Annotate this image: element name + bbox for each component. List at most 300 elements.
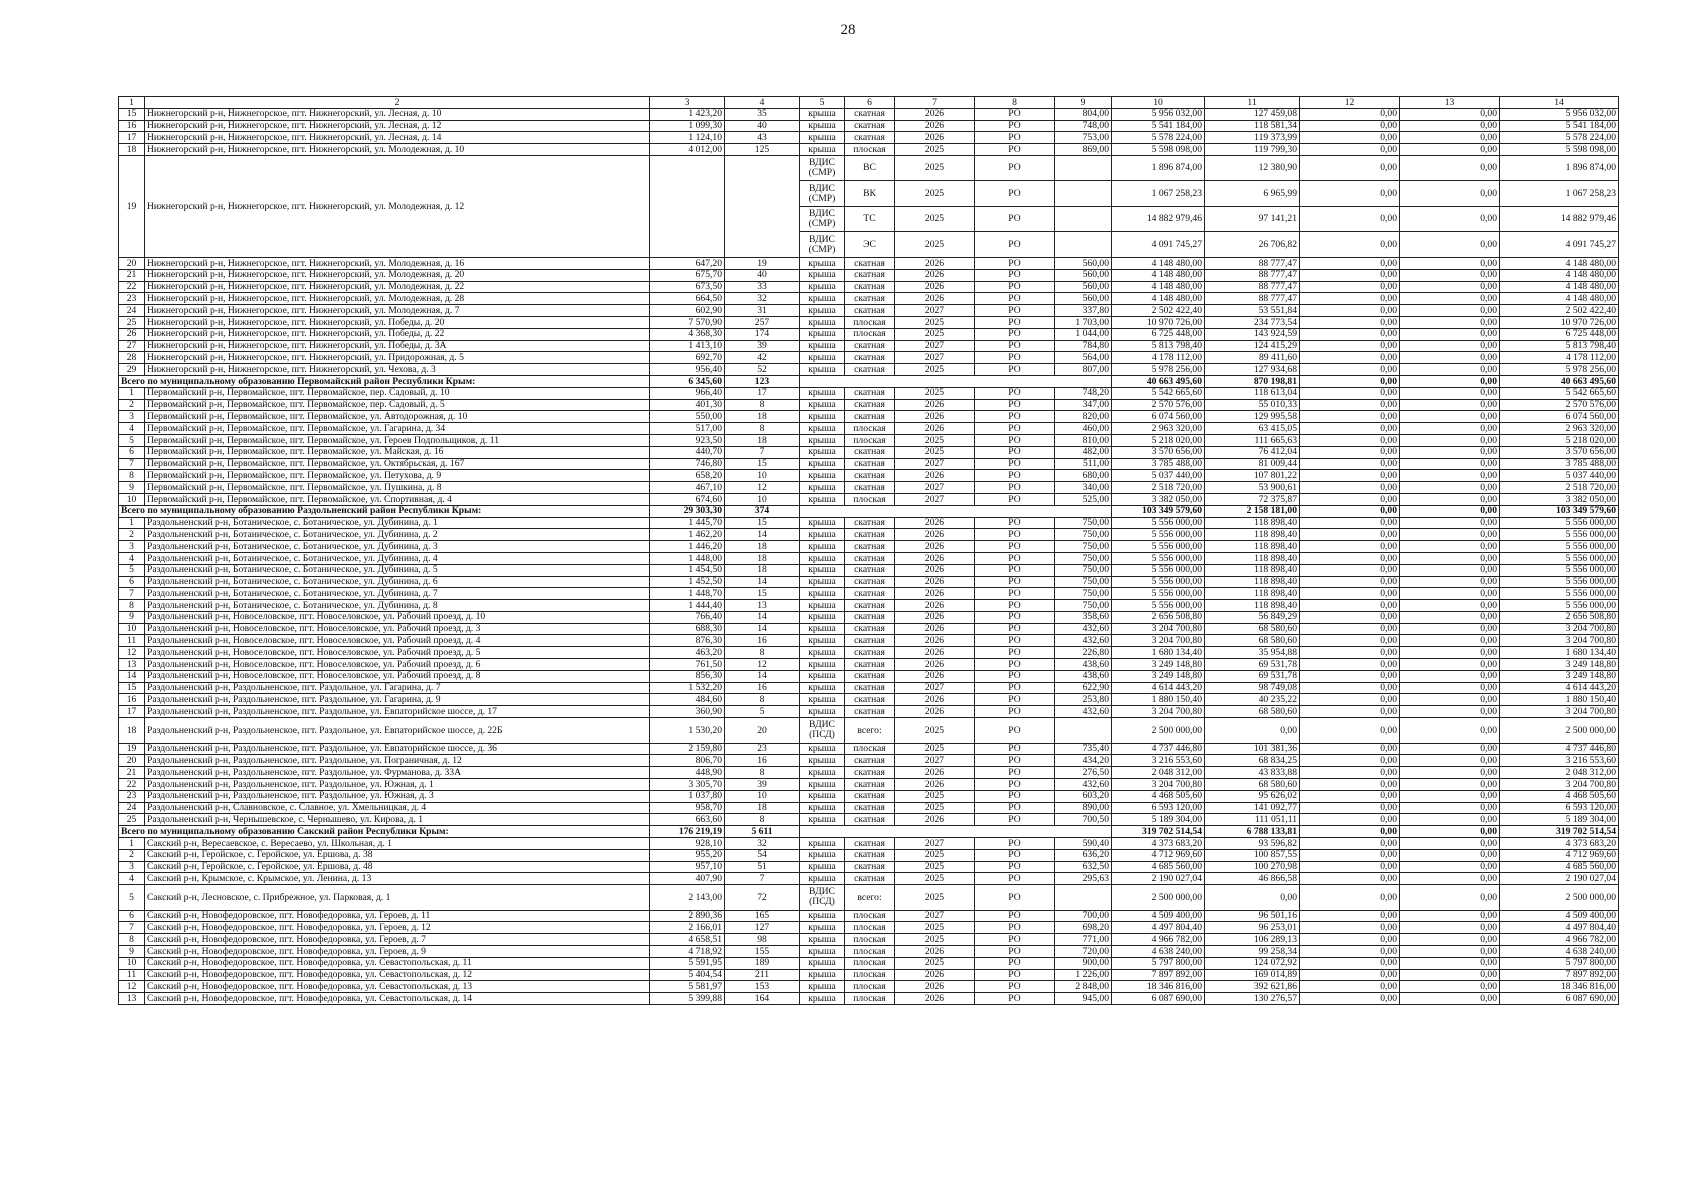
table-cell: 6 965,99: [1205, 181, 1300, 207]
table-cell: 155: [725, 946, 800, 958]
table-cell: 226,80: [1055, 647, 1112, 659]
table-cell: 111 665,63: [1205, 434, 1300, 446]
table-row: [119, 790, 1619, 802]
table-cell: РО: [975, 934, 1055, 946]
table-cell: 1 037,80: [650, 790, 725, 802]
table-cell: 123: [725, 375, 800, 387]
table-cell: РО: [975, 552, 1055, 564]
table-cell: 0,00: [1300, 706, 1400, 718]
table-cell: РО: [975, 718, 1055, 744]
table-cell: 18: [725, 802, 800, 814]
table-cell: 0,00: [1400, 659, 1500, 671]
table-cell: 3 216 553,60: [1500, 755, 1619, 767]
table-cell: 440,70: [650, 446, 725, 458]
table-row: [119, 957, 1619, 969]
table-cell: 0,00: [1300, 659, 1400, 671]
table-cell: 3 249 148,80: [1500, 659, 1619, 671]
row-number: 4: [119, 873, 145, 885]
table-cell: 6 074 560,00: [1112, 411, 1205, 423]
table-row: [119, 399, 1619, 411]
table-cell: скатная: [845, 458, 895, 470]
table-cell: 6 087 690,00: [1112, 993, 1205, 1005]
table-row: [119, 387, 1619, 399]
table-cell: РО: [975, 743, 1055, 755]
table-cell: 2026: [895, 541, 975, 553]
table-cell: 5 556 000,00: [1500, 541, 1619, 553]
table-cell: 958,70: [650, 802, 725, 814]
row-number: 22: [119, 778, 145, 790]
total-row: [119, 826, 1619, 838]
table-row: [119, 623, 1619, 635]
table-cell: 257: [725, 316, 800, 328]
table-cell: 2025: [895, 743, 975, 755]
table-row: [119, 493, 1619, 505]
table-cell: 2026: [895, 946, 975, 958]
table-row: [119, 352, 1619, 364]
table-cell: 432,60: [1055, 706, 1112, 718]
table-cell: скатная: [845, 470, 895, 482]
table-cell: 2025: [895, 934, 975, 946]
table-cell: 18: [725, 411, 800, 423]
table-row: [119, 611, 1619, 623]
table-cell: 698,20: [1055, 922, 1112, 934]
table-cell: 3 249 148,80: [1112, 670, 1205, 682]
table-cell: крыша: [800, 458, 845, 470]
table-cell: 750,00: [1055, 541, 1112, 553]
table-cell: 0,00: [1300, 206, 1400, 232]
table-cell: 2026: [895, 814, 975, 826]
table-cell: 5 037 440,00: [1112, 470, 1205, 482]
table-cell: крыша: [800, 778, 845, 790]
table-cell: РО: [975, 411, 1055, 423]
table-cell: 95 626,02: [1205, 790, 1300, 802]
table-cell: РО: [975, 470, 1055, 482]
table-cell: 0,00: [1400, 755, 1500, 767]
table-cell: 2025: [895, 155, 975, 181]
table-cell: 164: [725, 993, 800, 1005]
table-cell: 0,00: [1400, 576, 1500, 588]
table-cell: 6 345,60: [650, 375, 725, 387]
table-cell: 2027: [895, 910, 975, 922]
table-cell: 2025: [895, 316, 975, 328]
table-cell: 0,00: [1400, 470, 1500, 482]
table-cell: крыша: [800, 352, 845, 364]
row-number: 7: [119, 588, 145, 600]
row-number: 13: [119, 659, 145, 671]
table-cell: РО: [975, 269, 1055, 281]
table-cell: [800, 826, 1112, 838]
table-body: [119, 97, 1619, 1005]
table-cell: 5 189 304,00: [1112, 814, 1205, 826]
table-cell: 0,00: [1300, 155, 1400, 181]
table-cell: 1 445,70: [650, 517, 725, 529]
row-number: 16: [119, 694, 145, 706]
table-cell: 463,20: [650, 647, 725, 659]
table-cell: 1 530,20: [650, 718, 725, 744]
row-number: 26: [119, 328, 145, 340]
table-cell: скатная: [845, 120, 895, 132]
table-cell: крыша: [800, 957, 845, 969]
table-cell: 0,00: [1300, 364, 1400, 376]
row-number: 17: [119, 132, 145, 144]
address-cell: Нижнегорский р-н, Нижнегорское, пгт. Нижнегорский, ул. Молодежная, д. 12: [145, 155, 650, 257]
table-cell: 10 970 726,00: [1112, 316, 1205, 328]
table-cell: 0,00: [1300, 399, 1400, 411]
table-cell: ВК: [845, 181, 895, 207]
table-cell: 622,90: [1055, 682, 1112, 694]
table-cell: крыша: [800, 132, 845, 144]
table-cell: 0,00: [1300, 946, 1400, 958]
table-cell: 72: [725, 885, 800, 911]
row-number: 23: [119, 293, 145, 305]
table-cell: 141 092,77: [1205, 802, 1300, 814]
table-cell: 118 898,40: [1205, 564, 1300, 576]
table-cell: 1 880 150,40: [1112, 694, 1205, 706]
table-cell: 564,00: [1055, 352, 1112, 364]
row-number: 24: [119, 802, 145, 814]
table-cell: скатная: [845, 849, 895, 861]
table-cell: 0,00: [1400, 611, 1500, 623]
table-cell: 98 749,08: [1205, 682, 1300, 694]
table-cell: крыша: [800, 993, 845, 1005]
table-cell: РО: [975, 969, 1055, 981]
table-cell: 0,00: [1300, 981, 1400, 993]
header-cell: 13: [1400, 97, 1500, 109]
table-cell: 0,00: [1400, 778, 1500, 790]
table-cell: 2 143,00: [650, 885, 725, 911]
address-cell: Раздольненский р-н, Ботаническое, с. Ботаническое, ул. Дубинина, д. 7: [145, 588, 650, 600]
table-cell: 0,00: [1400, 564, 1500, 576]
table-cell: 0,00: [1400, 706, 1500, 718]
table-cell: 5 541 184,00: [1112, 120, 1205, 132]
table-cell: 2 500 000,00: [1500, 718, 1619, 744]
header-cell: 9: [1055, 97, 1112, 109]
row-number: 3: [119, 861, 145, 873]
table-cell: крыша: [800, 861, 845, 873]
table-cell: 407,90: [650, 873, 725, 885]
table-cell: 16: [725, 755, 800, 767]
table-cell: скатная: [845, 802, 895, 814]
header-cell: 6: [845, 97, 895, 109]
table-cell: РО: [975, 120, 1055, 132]
table-cell: скатная: [845, 576, 895, 588]
table-cell: скатная: [845, 837, 895, 849]
address-cell: Раздольненский р-н, Новоселовское, пгт. Новоселовское, ул. Рабочий проезд, д. 5: [145, 647, 650, 659]
table-cell: крыша: [800, 493, 845, 505]
header-cell: 10: [1112, 97, 1205, 109]
table-cell: 2026: [895, 108, 975, 120]
table-cell: 7 570,90: [650, 316, 725, 328]
table-row: [119, 541, 1619, 553]
table-cell: 0,00: [1300, 837, 1400, 849]
table-cell: 29 303,30: [650, 505, 725, 517]
table-cell: 127: [725, 922, 800, 934]
table-cell: 374: [725, 505, 800, 517]
table-cell: скатная: [845, 364, 895, 376]
table-cell: 2026: [895, 269, 975, 281]
row-number: 6: [119, 446, 145, 458]
table-cell: 337,80: [1055, 305, 1112, 317]
table-cell: 0,00: [1300, 316, 1400, 328]
table-cell: 12: [725, 482, 800, 494]
table-cell: 0,00: [1300, 778, 1400, 790]
table-cell: РО: [975, 778, 1055, 790]
table-cell: РО: [975, 144, 1055, 156]
table-cell: 101 381,36: [1205, 743, 1300, 755]
table-cell: 890,00: [1055, 802, 1112, 814]
table-cell: 26 706,82: [1205, 232, 1300, 258]
table-cell: 2026: [895, 670, 975, 682]
table-cell: 2026: [895, 411, 975, 423]
table-cell: 1 454,50: [650, 564, 725, 576]
table-cell: крыша: [800, 470, 845, 482]
table-cell: 4 012,00: [650, 144, 725, 156]
table-cell: крыша: [800, 694, 845, 706]
table-cell: скатная: [845, 541, 895, 553]
table-cell: 1 703,00: [1055, 316, 1112, 328]
table-cell: 2025: [895, 446, 975, 458]
table-cell: РО: [975, 541, 1055, 553]
table-cell: 97 141,21: [1205, 206, 1300, 232]
table-cell: 0,00: [1400, 281, 1500, 293]
table-cell: 0,00: [1400, 387, 1500, 399]
table-cell: 0,00: [1300, 529, 1400, 541]
row-number: 6: [119, 576, 145, 588]
table-cell: 5 542 665,60: [1500, 387, 1619, 399]
table-cell: 5 578 224,00: [1500, 132, 1619, 144]
table-cell: 900,00: [1055, 957, 1112, 969]
table-cell: [1055, 155, 1112, 181]
address-cell: Первомайский р-н, Первомайское, пгт. Первомайское, пер. Садовый, д. 10: [145, 387, 650, 399]
table-row: [119, 946, 1619, 958]
row-number: 12: [119, 981, 145, 993]
table-row: [119, 873, 1619, 885]
table-row: [119, 910, 1619, 922]
table-cell: скатная: [845, 132, 895, 144]
table-cell: 0,00: [1300, 743, 1400, 755]
table-cell: 89 411,60: [1205, 352, 1300, 364]
table-cell: РО: [975, 837, 1055, 849]
table-cell: 0,00: [1400, 969, 1500, 981]
table-row: [119, 814, 1619, 826]
total-row: [119, 375, 1619, 387]
table-cell: 0,00: [1400, 364, 1500, 376]
total-row: [119, 505, 1619, 517]
table-cell: 3 204 700,80: [1112, 706, 1205, 718]
table-cell: 602,90: [650, 305, 725, 317]
table-cell: 0,00: [1400, 269, 1500, 281]
table-cell: крыша: [800, 706, 845, 718]
table-cell: 6 725 448,00: [1112, 328, 1205, 340]
row-number: 10: [119, 623, 145, 635]
table-cell: 0,00: [1300, 434, 1400, 446]
table-cell: РО: [975, 155, 1055, 181]
address-cell: Первомайский р-н, Первомайское, пгт. Первомайское, ул. Майская, д. 16: [145, 446, 650, 458]
table-cell: скатная: [845, 814, 895, 826]
table-cell: 0,00: [1400, 120, 1500, 132]
table-cell: 460,00: [1055, 423, 1112, 435]
table-cell: РО: [975, 790, 1055, 802]
row-number: 25: [119, 814, 145, 826]
table-cell: 2 890,36: [650, 910, 725, 922]
table-cell: 603,20: [1055, 790, 1112, 802]
table-cell: 5 541 184,00: [1500, 120, 1619, 132]
table-cell: 2026: [895, 529, 975, 541]
table-cell: 8: [725, 694, 800, 706]
table-cell: 5 591,95: [650, 957, 725, 969]
table-cell: 2026: [895, 564, 975, 576]
table-cell: 636,20: [1055, 849, 1112, 861]
table-cell: 0,00: [1400, 181, 1500, 207]
table-cell: ВДИС (ПСД): [800, 718, 845, 744]
table-cell: 14: [725, 623, 800, 635]
table-cell: 6 788 133,81: [1205, 826, 1300, 838]
table-cell: 5 598 098,00: [1500, 144, 1619, 156]
address-cell: Первомайский р-н, Первомайское, пгт. Первомайское, ул. Октябрьская, д. 167: [145, 458, 650, 470]
table-cell: 0,00: [1300, 505, 1400, 517]
table-cell: 771,00: [1055, 934, 1112, 946]
table-cell: 40 235,22: [1205, 694, 1300, 706]
table-cell: РО: [975, 588, 1055, 600]
table-cell: 5 399,88: [650, 993, 725, 1005]
table-cell: 14: [725, 576, 800, 588]
table-cell: крыша: [800, 600, 845, 612]
table-cell: ВДИС (СМР): [800, 232, 845, 258]
table-cell: 5 978 256,00: [1500, 364, 1619, 376]
table-cell: всего:: [845, 885, 895, 911]
address-cell: Сакский р-н, Новофедоровское, пгт. Новофедоровка, ул. Героев, д. 9: [145, 946, 650, 958]
table-cell: 0,00: [1300, 269, 1400, 281]
table-cell: 0,00: [1300, 682, 1400, 694]
table-cell: 560,00: [1055, 257, 1112, 269]
table-cell: 5 556 000,00: [1500, 552, 1619, 564]
table-cell: 4 468 505,60: [1500, 790, 1619, 802]
table-cell: 720,00: [1055, 946, 1112, 958]
table-cell: 7 897 892,00: [1112, 969, 1205, 981]
table-cell: 0,00: [1400, 682, 1500, 694]
table-cell: скатная: [845, 108, 895, 120]
table-cell: 0,00: [1300, 814, 1400, 826]
table-row: [119, 281, 1619, 293]
table-cell: РО: [975, 910, 1055, 922]
table-cell: 0,00: [1400, 981, 1500, 993]
table-cell: 0,00: [1300, 670, 1400, 682]
table-cell: 2025: [895, 328, 975, 340]
address-cell: Сакский р-н, Новофедоровское, пгт. Новофедоровка, ул. Героев, д. 12: [145, 922, 650, 934]
table-row: [119, 778, 1619, 790]
table-cell: 43: [725, 132, 800, 144]
header-cell: 8: [975, 97, 1055, 109]
table-cell: РО: [975, 767, 1055, 779]
table-cell: 16: [725, 635, 800, 647]
table-cell: 7: [725, 873, 800, 885]
row-number: 1: [119, 517, 145, 529]
table-cell: 68 580,60: [1205, 623, 1300, 635]
table-cell: 6 087 690,00: [1500, 993, 1619, 1005]
table-row: [119, 755, 1619, 767]
table-row: [119, 849, 1619, 861]
table-cell: скатная: [845, 706, 895, 718]
table-cell: 10: [725, 470, 800, 482]
table-cell: 0,00: [1300, 305, 1400, 317]
table-cell: плоская: [845, 328, 895, 340]
table-cell: ВДИС (СМР): [800, 181, 845, 207]
table-cell: 928,10: [650, 837, 725, 849]
table-cell: 211: [725, 969, 800, 981]
table-cell: 432,60: [1055, 623, 1112, 635]
address-cell: Нижнегорский р-н, Нижнегорское, пгт. Нижнегорский, ул. Молодежная, д. 20: [145, 269, 650, 281]
table-cell: 4 712 969,60: [1500, 849, 1619, 861]
table-row: [119, 682, 1619, 694]
table-cell: 340,00: [1055, 482, 1112, 494]
table-cell: РО: [975, 957, 1055, 969]
row-number: 21: [119, 269, 145, 281]
table-cell: 0,00: [1400, 458, 1500, 470]
table-cell: 2025: [895, 718, 975, 744]
table-cell: скатная: [845, 682, 895, 694]
table-cell: 119 373,99: [1205, 132, 1300, 144]
row-number: 3: [119, 411, 145, 423]
table-cell: 1 226,00: [1055, 969, 1112, 981]
address-cell: Сакский р-н, Новофедоровское, пгт. Новофедоровка, ул. Севастопольская, д. 11: [145, 957, 650, 969]
table-cell: 467,10: [650, 482, 725, 494]
table-cell: 14: [725, 529, 800, 541]
table-cell: 0,00: [1205, 718, 1300, 744]
table-cell: 2025: [895, 206, 975, 232]
table-cell: 2026: [895, 399, 975, 411]
table-cell: 5 598 098,00: [1112, 144, 1205, 156]
address-cell: Раздольненский р-н, Славновское, с. Славное, ул. Хмельницкая, д. 4: [145, 802, 650, 814]
table-cell: РО: [975, 181, 1055, 207]
table-cell: 93 596,82: [1205, 837, 1300, 849]
table-cell: 753,00: [1055, 132, 1112, 144]
table-cell: РО: [975, 434, 1055, 446]
table-cell: 784,80: [1055, 340, 1112, 352]
row-number: 4: [119, 552, 145, 564]
table-cell: РО: [975, 611, 1055, 623]
table-cell: крыша: [800, 293, 845, 305]
table-cell: 0,00: [1400, 206, 1500, 232]
row-number: 8: [119, 934, 145, 946]
table-cell: 88 777,47: [1205, 281, 1300, 293]
table-cell: РО: [975, 706, 1055, 718]
table-cell: 0,00: [1300, 411, 1400, 423]
table-cell: 4 148 480,00: [1500, 293, 1619, 305]
address-cell: Сакский р-н, Вересаевское, с. Вересаево, ул. Школьная, д. 1: [145, 837, 650, 849]
table-cell: 550,00: [650, 411, 725, 423]
table-cell: крыша: [800, 659, 845, 671]
row-number: 20: [119, 755, 145, 767]
table-row: [119, 446, 1619, 458]
table-cell: 0,00: [1300, 922, 1400, 934]
table-cell: 358,60: [1055, 611, 1112, 623]
table-cell: 525,00: [1055, 493, 1112, 505]
table-cell: 5 978 256,00: [1112, 364, 1205, 376]
table-cell: 2 500 000,00: [1500, 885, 1619, 911]
table-cell: 804,00: [1055, 108, 1112, 120]
table-cell: 2025: [895, 790, 975, 802]
table-cell: 118 898,40: [1205, 576, 1300, 588]
table-cell: 0,00: [1400, 767, 1500, 779]
table-cell: крыша: [800, 517, 845, 529]
table-cell: 6 074 560,00: [1500, 411, 1619, 423]
table-cell: 103 349 579,60: [1112, 505, 1205, 517]
table-cell: крыша: [800, 647, 845, 659]
header-cell: 3: [650, 97, 725, 109]
table-cell: крыша: [800, 849, 845, 861]
address-cell: Раздольненский р-н, Ботаническое, с. Ботаническое, ул. Дубинина, д. 2: [145, 529, 650, 541]
table-cell: РО: [975, 861, 1055, 873]
